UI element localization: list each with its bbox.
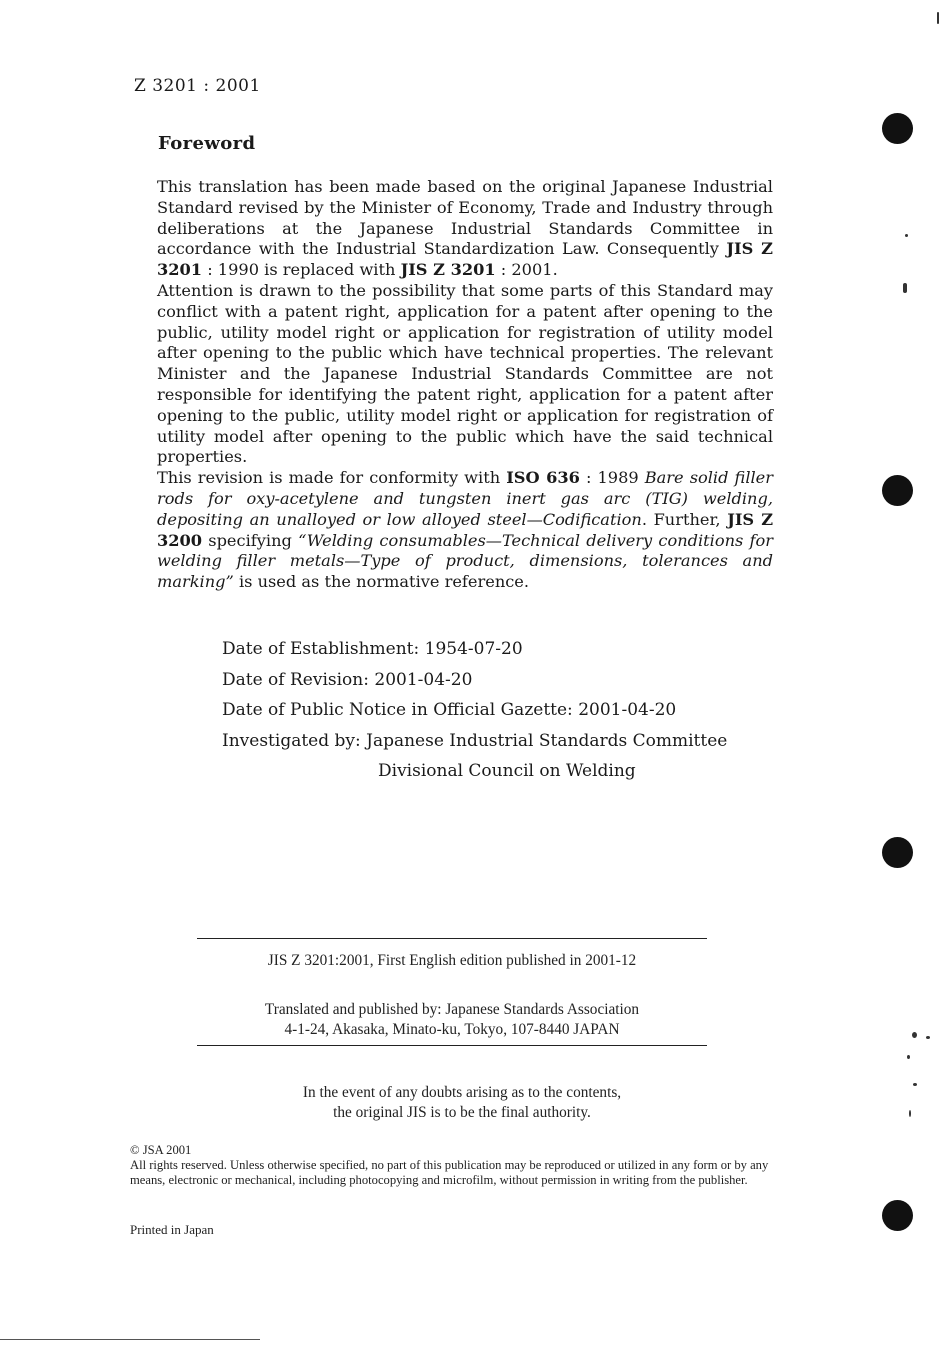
p1-ref-old: JIS Z 3201 xyxy=(157,239,773,280)
punch-hole xyxy=(882,837,913,868)
disclaimer-line-1: In the event of any doubts arising as to the contents, xyxy=(302,1084,622,1101)
printed-in-line: Printed in Japan xyxy=(130,1222,214,1237)
date-revision-row xyxy=(222,670,727,701)
date-establishment-row xyxy=(222,639,727,670)
scan-speck xyxy=(905,234,908,237)
p3-iso-ref: ISO 636 xyxy=(506,468,580,488)
scan-speck xyxy=(913,1083,917,1086)
foreword-paragraph-3 xyxy=(157,468,773,593)
publication-rule-bottom xyxy=(197,1045,707,1046)
p3-start: This revision is made for conformity with xyxy=(157,468,507,488)
foreword-heading: Foreword xyxy=(158,133,256,154)
p3-quote-close: ” xyxy=(225,572,234,592)
foreword-paragraph-1 xyxy=(157,177,773,281)
scan-speck xyxy=(903,283,907,293)
scan-speck xyxy=(937,12,939,24)
p3-iso-title: Bare solid filler rods for oxy-acetylene and tungsten inert gas arc (TIG) welding, depositing an unalloyed or low alloyed steel—Codification xyxy=(157,468,773,529)
date-gazette-row xyxy=(222,700,727,731)
date-revision-label: Date of Revision: xyxy=(222,669,369,690)
date-establishment-label: Date of Establishment: xyxy=(222,639,420,659)
date-gazette-value: 2001-04-20 xyxy=(578,700,677,720)
investigated-council: Divisional Council on Welding xyxy=(378,761,636,781)
scan-speck xyxy=(912,1032,917,1038)
punch-hole xyxy=(882,1200,913,1231)
p1-mid: : 1990 is replaced with xyxy=(202,260,401,280)
p3-further: . Further, xyxy=(641,509,728,529)
investigated-council-row xyxy=(222,761,727,792)
p3-quote-open: “ xyxy=(298,530,307,550)
p3-end: is used as the normative reference. xyxy=(233,572,530,592)
scan-speck xyxy=(907,1055,910,1059)
investigated-label: Investigated by: xyxy=(222,730,361,751)
publication-rule-top xyxy=(197,938,707,939)
p3-specifying: specifying xyxy=(202,530,299,550)
p1-ref-new: JIS Z 3201 xyxy=(400,260,496,280)
investigated-row xyxy=(222,731,727,762)
p3-jis-title: Welding consumables—Technical delivery conditions for welding filler metals—Type of product, dimensions, tolerances and marking xyxy=(157,530,773,592)
copyright-symbol-line: © JSA 2001 xyxy=(130,1143,192,1157)
foreword-paragraph-2: Attention is drawn to the possibility that some parts of this Standard may conflict with a patent right, application for a patent after opening to the public, utility model right or application for registration of utility model after opening to the public which have technical properties. The relevant Minister and the Japanese Industrial Standards Committee are not responsible for identifying the patent right, application for a patent after opening to the public, utility model right or application for registration of utility model after opening to the public which have the said technical properties. xyxy=(157,280,773,467)
translated-by-line: Translated and published by: Japanese Standards Association xyxy=(264,1001,640,1018)
disclaimer-block xyxy=(197,1083,727,1122)
disclaimer-line-2: the original JIS is to be the final authority. xyxy=(333,1103,591,1121)
p3-iso-year: : 1989 xyxy=(579,468,645,488)
copyright-rights: All rights reserved. Unless otherwise specified, no part of this publication may be reproduced or utilized in any form or by any means, electronic or mechanical, including photocopying and microfilm, without permission in writing from the publisher. xyxy=(130,1158,769,1187)
date-revision-value: 2001-04-20 xyxy=(374,669,473,690)
investigated-committee: Japanese Industrial Standards Committee xyxy=(366,730,728,751)
scan-edge-line xyxy=(0,1339,260,1340)
scan-speck xyxy=(909,1110,911,1117)
publication-block xyxy=(197,938,707,1046)
p3-jis-ref: JIS Z 3200 xyxy=(157,509,774,550)
date-gazette-label: Date of Public Notice in Official Gazette: xyxy=(222,700,573,720)
p1-text: This translation has been made based on the original Japanese Industrial Standard revised by the Minister of Economy, Trade and Industry through deliberations at the Japanese Industrial Standards Committee in accordance with the Industrial Standardization Law. Consequently xyxy=(157,177,773,259)
document-id: Z 3201 : 2001 xyxy=(134,76,261,96)
address-line: 4-1-24, Akasaka, Minato-ku, Tokyo, 107-8440 JAPAN xyxy=(284,1021,620,1038)
scan-speck xyxy=(926,1036,930,1039)
foreword-body xyxy=(157,177,773,593)
date-establishment-value: 1954-07-20 xyxy=(424,639,523,659)
copyright-block xyxy=(130,1143,790,1188)
edition-line: JIS Z 3201:2001, First English edition published in 2001-12 xyxy=(267,952,637,969)
punch-hole xyxy=(882,475,913,506)
dates-block xyxy=(222,639,727,792)
punch-hole xyxy=(882,113,913,144)
p1-end: : 2001. xyxy=(495,260,558,280)
